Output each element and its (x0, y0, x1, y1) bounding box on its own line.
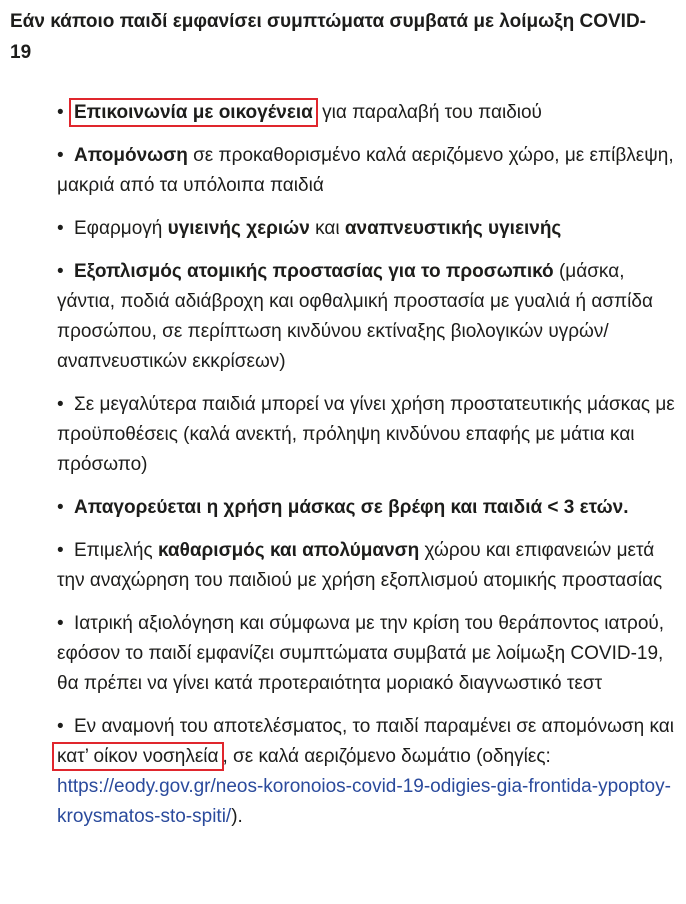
list-item (57, 141, 680, 201)
bold-text: Απομόνωση (74, 145, 188, 166)
highlighted-text: Επικοινωνία με οικογένεια (69, 98, 318, 127)
article-content (10, 6, 680, 832)
item-text: , σε καλά αεριζόμενο δωμάτιο (οδηγίες: (222, 746, 551, 767)
item-text: Ιατρική αξιολόγηση και σύμφωνα με την κρίση του θεράποντος ιατρού, εφόσον το παιδί εμφανίζει συμπτώματα συμβατά με λοίμωξη COVID-19, θα πρέπει να γίνει κατά προτεραιότητα μοριακό διαγνωστικό τεστ (57, 613, 665, 694)
item-text: χώρου και επιφανειών μετά την αναχώρηση του παιδιού με χρήση εξοπλισμού ατομικής προστασίας (57, 540, 663, 591)
bullet-icon: • (57, 145, 64, 166)
bold-text: αναπνευστικής υγιεινής (344, 218, 562, 239)
guidelines-link[interactable]: https://eody.gov.gr/neos-koronoios-covid-19-odigies-gia-frontida-ypoptoy-kroysmatos-sto-spiti/ (57, 776, 671, 827)
bold-text: καθαρισμός και απολύμανση (157, 540, 420, 561)
item-text: Εν αναμονή του αποτελέσματος, το παιδί παραμένει σε απομόνωση και (74, 716, 674, 737)
list-item (57, 493, 680, 523)
bullet-icon: • (57, 102, 64, 123)
item-text: Επιμελής (74, 540, 158, 561)
bullet-icon: • (57, 497, 64, 518)
highlighted-text: κατ’ οίκον νοσηλεία (52, 742, 224, 771)
bullet-icon: • (57, 540, 64, 561)
list-item (57, 98, 680, 128)
bullet-icon: • (57, 613, 64, 634)
item-text: ). (231, 806, 243, 827)
list-item (57, 712, 680, 832)
item-text: και (309, 218, 345, 239)
bullet-icon: • (57, 218, 64, 239)
bold-text: υγιεινής χεριών (167, 218, 310, 239)
section-heading: Εάν κάποιο παιδί εμφανίσει συμπτώματα συμβατά με λοίμωξη COVID-19 (10, 11, 646, 63)
list-item (57, 390, 680, 480)
bold-text: Απαγορεύεται η χρήση μάσκας σε βρέφη και παιδιά < 3 ετών. (74, 497, 629, 518)
list-item (57, 609, 680, 699)
item-text: Σε μεγαλύτερα παιδιά μπορεί να γίνει χρήση προστατευτικής μάσκας με προϋποθέσεις (καλά ανεκτή, πρόληψη κινδύνου επαφής με μάτια και πρόσωπο) (57, 394, 675, 475)
item-text: Εφαρμογή (74, 218, 168, 239)
item-text: σε προκαθορισμένο καλά αεριζόμενο χώρο, με επίβλεψη, μακριά από τα υπόλοιπα παιδιά (57, 145, 674, 196)
guidance-list (10, 98, 680, 832)
list-item (57, 257, 680, 377)
item-text: για παραλαβή του παιδιού (316, 102, 542, 123)
bullet-icon: • (57, 394, 64, 415)
item-text: (μάσκα, γάντια, ποδιά αδιάβροχη και οφθαλμική προστασία με γυαλιά ή ασπίδα προσώπου, σε περίπτωση κινδύνου εκτίναξης βιολογικών υγρών/αναπνευστικών εκκρίσεων) (57, 261, 653, 372)
list-item (57, 536, 680, 596)
bullet-icon: • (57, 716, 64, 737)
bold-text: Εξοπλισμός ατομικής προστασίας για το προσωπικό (74, 261, 554, 282)
bullet-icon: • (57, 261, 64, 282)
list-item (57, 214, 680, 244)
